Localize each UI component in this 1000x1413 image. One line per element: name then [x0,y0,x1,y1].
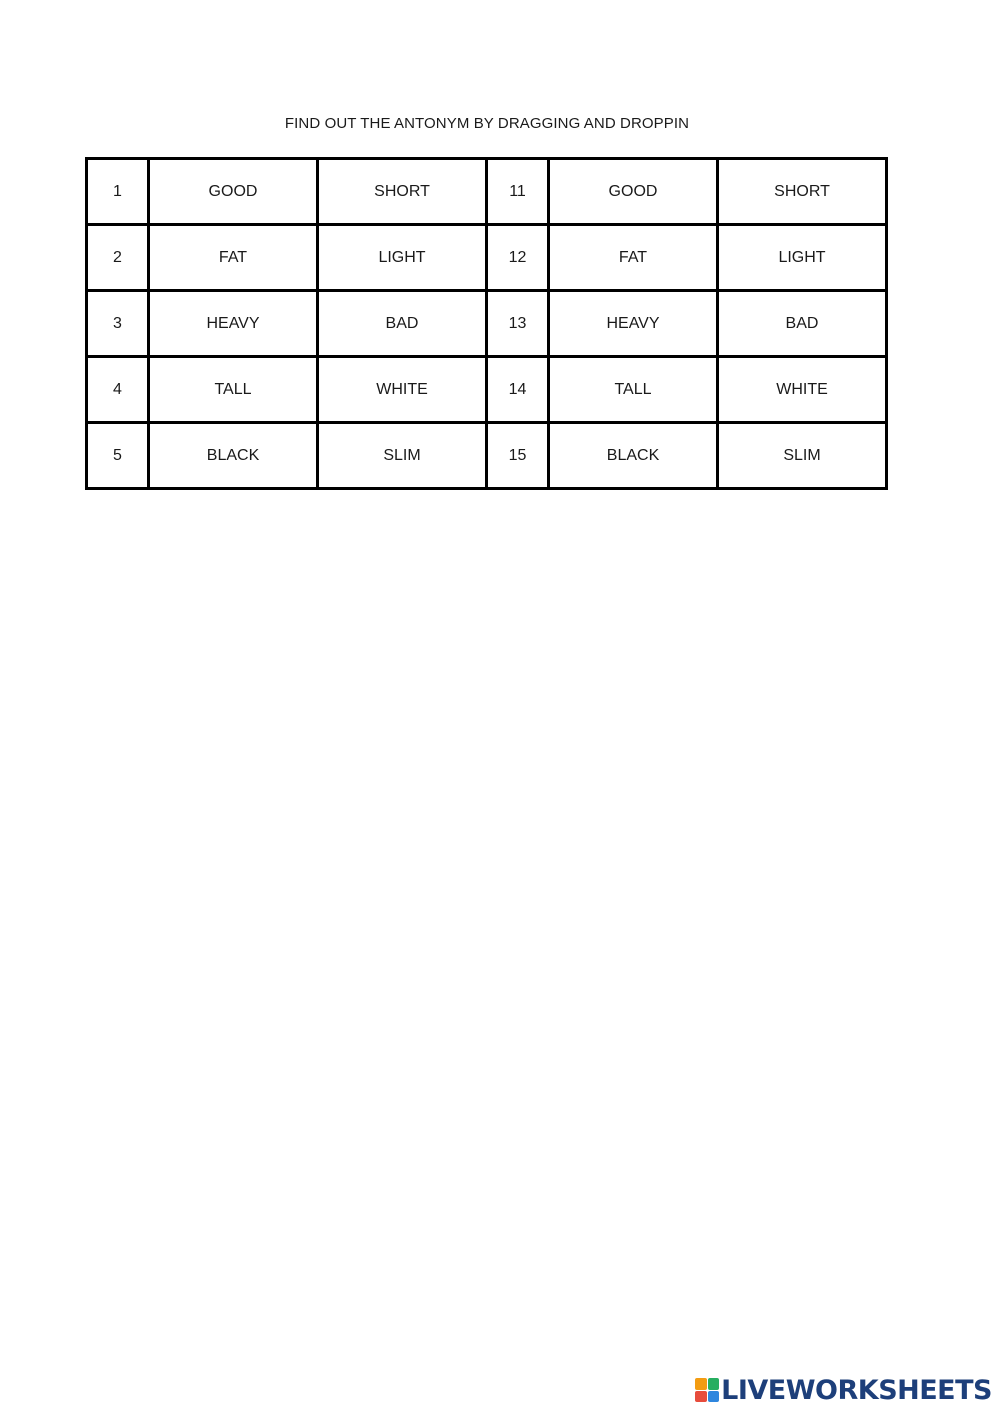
word-cell: TALL [149,357,318,423]
word-cell: FAT [549,225,718,291]
table-row [87,225,887,291]
row-number: 12 [487,225,549,291]
drop-target-cell[interactable]: SHORT [318,159,487,225]
row-number: 1 [87,159,149,225]
table-row [87,291,887,357]
word-cell: GOOD [149,159,318,225]
row-number: 14 [487,357,549,423]
table-row [87,357,887,423]
word-cell: TALL [549,357,718,423]
antonym-table [85,157,888,490]
row-number: 2 [87,225,149,291]
word-cell: HEAVY [149,291,318,357]
drop-target-cell[interactable]: LIGHT [718,225,887,291]
word-cell: BLACK [149,423,318,489]
drop-target-cell[interactable]: BAD [718,291,887,357]
word-cell: FAT [149,225,318,291]
brand-name: LIVEWORKSHEETS [721,1374,992,1406]
drop-target-cell[interactable]: LIGHT [318,225,487,291]
row-number: 13 [487,291,549,357]
table-row [87,159,887,225]
drop-target-cell[interactable]: SHORT [718,159,887,225]
table-row [87,423,887,489]
row-number: 3 [87,291,149,357]
drop-target-cell[interactable]: SLIM [318,423,487,489]
word-cell: HEAVY [549,291,718,357]
row-number: 15 [487,423,549,489]
worksheet-title: FIND OUT THE ANTONYM BY DRAGGING AND DROPPIN [284,115,690,132]
liveworksheets-logo-icon [695,1378,719,1402]
liveworksheets-brand [695,1373,992,1407]
drop-target-cell[interactable]: WHITE [718,357,887,423]
row-number: 5 [87,423,149,489]
drop-target-cell[interactable]: SLIM [718,423,887,489]
drop-target-cell[interactable]: BAD [318,291,487,357]
drop-target-cell[interactable]: WHITE [318,357,487,423]
word-cell: BLACK [549,423,718,489]
row-number: 11 [487,159,549,225]
word-cell: GOOD [549,159,718,225]
row-number: 4 [87,357,149,423]
